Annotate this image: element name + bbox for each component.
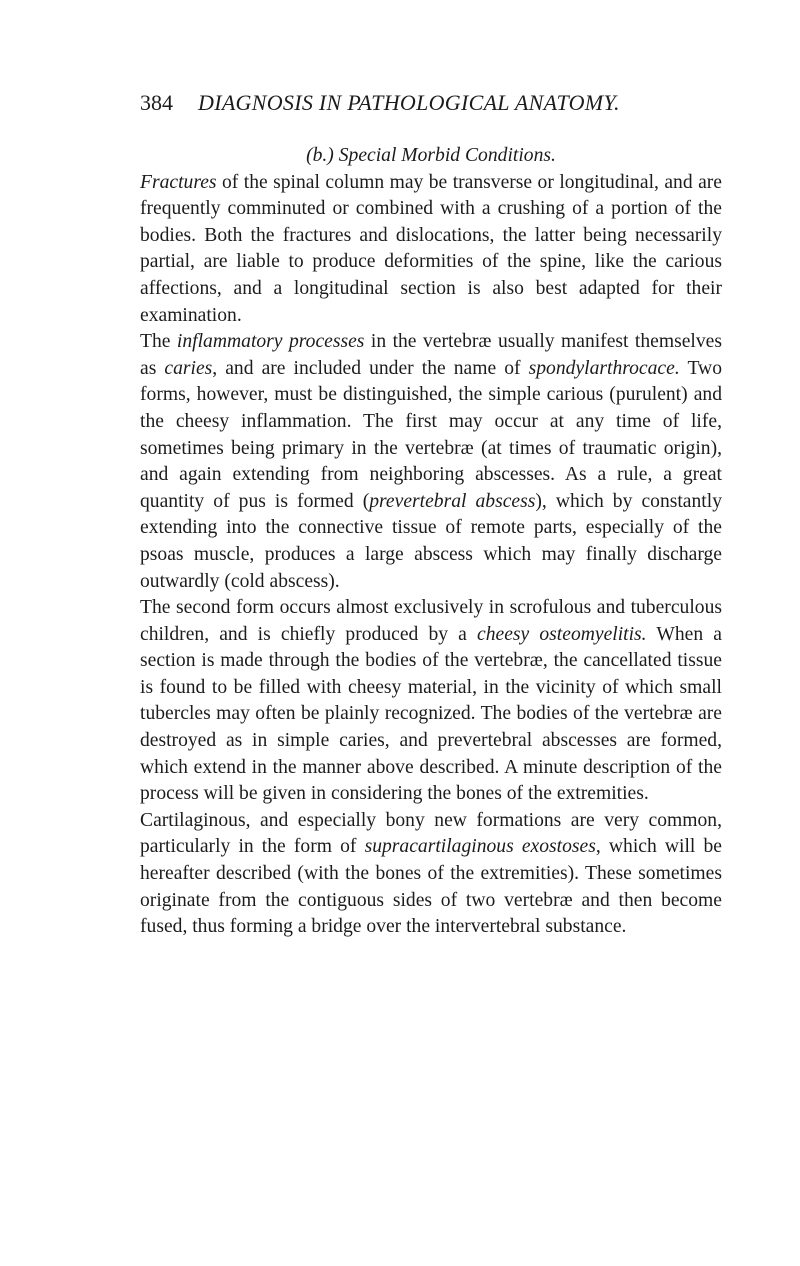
term-inflammatory-processes: inflammatory processes — [176, 331, 365, 353]
paragraph-text: The second form occurs almost exclusively in scrofulous and tuberculous children, and is chiefly produced by a — [140, 597, 722, 645]
term-fractures: Fractures — [140, 171, 217, 193]
section-title: Special Morbid Conditions. — [338, 145, 556, 166]
term-prevertebral-abscess: prevertebral abscess — [369, 490, 536, 512]
paragraph-text: When a section is made through the bodies of the vertebræ, the cancellated tissue is found to be filled with cheesy material, in the vicinity of which small tubercles may often be plainly recognized. The bodies of the vertebræ are destroyed as in simple caries, and prevertebral abscesses are formed, which extend in the manner above described. A minute description of the process will be given in considering the bones of the extremities. — [140, 623, 722, 805]
running-title: DIAGNOSIS IN PATHOLOGICAL ANATOMY. — [198, 90, 620, 115]
term-supracartilaginous-exostoses: supracartilaginous exostoses — [364, 836, 596, 858]
term-spondylarthrocace: spondylarthrocace. — [528, 357, 680, 379]
paragraph-text: Cartilaginous, and especially bony new formations are very common, particularly in the form of — [140, 809, 722, 858]
paragraph-text: ), which by constantly extending into the connective tissue of remote parts, especially of the psoas muscle, produces a large abscess which may finally discharge outwardly (cold abscess). — [140, 490, 722, 592]
paragraph-text: of the spinal column may be transverse or longitudinal, and are frequently comminuted or combined with a crushing of a portion of the bodies. Both the fractures and dislocations, the latter being necessarily partial, are liable to produce deformities of the spine, like the carious affections, and a longitudinal section is also best adapted for their examination. — [140, 171, 722, 326]
paragraph-new-formations — [140, 808, 722, 941]
paragraph-text: in the vertebræ usually manifest themselves as — [140, 331, 722, 379]
paragraph-second-form — [140, 595, 722, 808]
paragraph-inflammatory — [140, 329, 722, 595]
section-label: (b.) — [306, 145, 334, 166]
paragraph-text: Two forms, however, must be distinguished, the simple carious (purulent) and the cheesy inflammation. The first may occur at any time of life, sometimes being primary in the vertebræ (at times of traumatic origin), and again extending from neighboring abscesses. As a rule, a great quantity of pus is formed ( — [140, 357, 722, 512]
section-heading — [140, 143, 722, 170]
running-header — [140, 90, 720, 116]
paragraph-text: , and are included under the name of — [212, 357, 529, 379]
term-cheesy-osteomyelitis: cheesy osteomyelitis. — [477, 623, 647, 645]
term-caries: caries — [164, 357, 213, 379]
paragraph-text: , which will be hereafter described (with the bones of the extremities). These sometimes originate from the contiguous sides of two vertebræ and then become fused, thus forming a bridge over the intervertebral substance. — [140, 836, 722, 938]
paragraph-text: The — [140, 331, 177, 353]
body-text — [140, 143, 722, 941]
paragraph-fractures — [140, 170, 722, 330]
page-number: 384 — [140, 90, 173, 115]
